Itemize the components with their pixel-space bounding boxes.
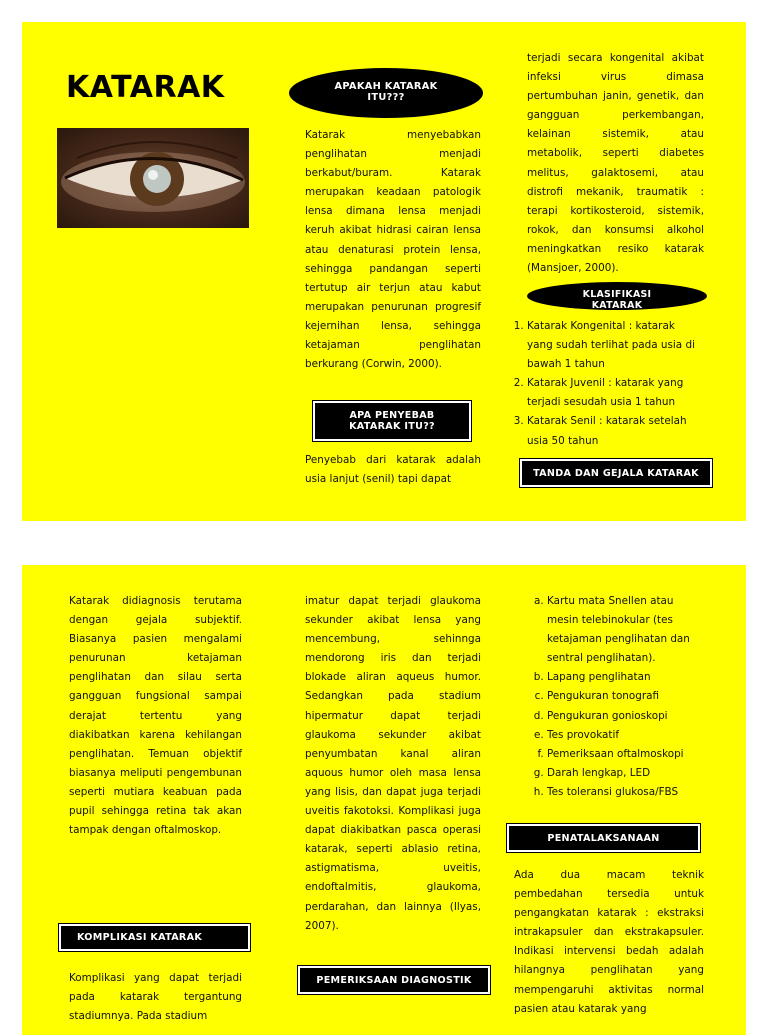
complications-heading: KOMPLIKASI KATARAK — [61, 926, 248, 949]
diagnostic-exam-heading: PEMERIKSAAN DIAGNOSTIK — [300, 968, 488, 992]
exam-item: a. Kartu mata Snellen atau mesin telebinokular (tes ketajaman penglihatan dan sentral penglihatan). — [547, 592, 704, 668]
classification-heading: KLASIFIKASI KATARAK — [527, 282, 707, 310]
diagnosis-text: Katarak didiagnosis terutama dengan gejala subjektif. Biasanya pasien mengalami penurunan ketajaman penglihatan dan silau serta gangguan fungsional sampai derajat tertentu yang diakibatkan karena kehilangan penglihatan. Temuan objektif biasanya meliputi pengembunan seperti mutiara keabuan pada pupil sehingga retina tak akan tampak dengan oftalmoskop. — [69, 595, 242, 837]
classification-item: 1. Katarak Kongenital : katarak yang sudah terlihat pada usia di bawah 1 tahun — [527, 317, 703, 374]
exam-item: d. Pengukuran gonioskopi — [547, 707, 704, 726]
complications-text: Komplikasi yang dapat terjadi pada katarak tergantung stadiumnya. Pada stadium — [69, 972, 242, 1023]
treatment-heading: PENATALAKSANAAN — [509, 826, 698, 850]
exam-item: h. Tes toleransi glukosa/FBS — [547, 783, 704, 802]
cause-heading: APA PENYEBAB KATARAK ITU?? — [315, 403, 469, 439]
what-is-cataract-text: Katarak menyebabkan penglihatan menjadi berkabut/buram. Katarak merupakan keadaan patologik lensa dimana lensa menjadi keruh akibat hidrasi cairan lensa atau denaturasi protein lensa, sehingga pandangan seperti tertutup air terjun atau kabut merupakan penurunan progresif kejernihan lensa, sehingga ketajaman penglihatan berkurang (Corwin, 2000). — [305, 129, 481, 371]
cause-continued-text: terjadi secara kongenital akibat infeksi virus dimasa pertumbuhan janin, genetik, dan gangguan perkembangan, kelainan sistemik, atau metabolik, seperti diabetes melitus, galaktosemi, atau distrofi mekanik, traumatik : terapi kortikosteroid, sistemik, rokok, dan konsumsi alkohol meningkatkan resiko katarak (Mansjoer, 2000). — [527, 52, 704, 275]
exam-item: e. Tes provokatif — [547, 726, 704, 745]
exam-item: b. Lapang penglihatan — [547, 668, 704, 687]
exam-item: f. Pemeriksaan oftalmoskopi — [547, 745, 704, 764]
classification-item: 3. Katarak Senil : katarak setelah usia 50 tahun — [527, 412, 703, 450]
exam-item: g. Darah lengkap, LED — [547, 764, 704, 783]
diagnostic-exam-list — [530, 592, 704, 802]
classification-list — [513, 317, 703, 451]
treatment-text: Ada dua macam teknik pembedahan tersedia untuk pengangkatan katarak : ekstraksi intrakapsuler dan ekstrakapsuler. Indikasi intervensi bedah adalah hilangnya penglihatan yang mempengaruhi aktivitas normal pasien atau katarak yang — [514, 869, 704, 1015]
cause-text: Penyebab dari katarak adalah usia lanjut (senil) tapi dapat — [305, 454, 481, 486]
brochure-title: KATARAK — [66, 70, 225, 105]
exam-item: c. Pengukuran tonografi — [547, 687, 704, 706]
signs-symptoms-heading: TANDA DAN GEJALA KATARAK — [522, 461, 710, 485]
complications-continued-text: imatur dapat terjadi glaukoma sekunder akibat lensa yang mencembung, sehinnga mendorong iris dan terjadi blokade aliran aqueus humor. Sedangkan pada stadium hipermatur dapat terjadi glaukoma sekunder akibat penyumbatan kanal aliran aquous humor oleh masa lensa yang lisis, dan dapat juga terjadi uveitis fakotoksi. Komplikasi juga dapat diakibatkan pasca operasi katarak, seperti ablasio retina, astigmatisma, uveitis, endoftalmitis, glaukoma, perdarahan, dan lainnya (Ilyas, 2007). — [305, 595, 481, 932]
cataract-eye-image — [57, 128, 249, 228]
what-is-cataract-heading: APAKAH KATARAK ITU??? — [289, 68, 483, 118]
classification-item: 2. Katarak Juvenil : katarak yang terjadi sesudah usia 1 tahun — [527, 374, 703, 412]
